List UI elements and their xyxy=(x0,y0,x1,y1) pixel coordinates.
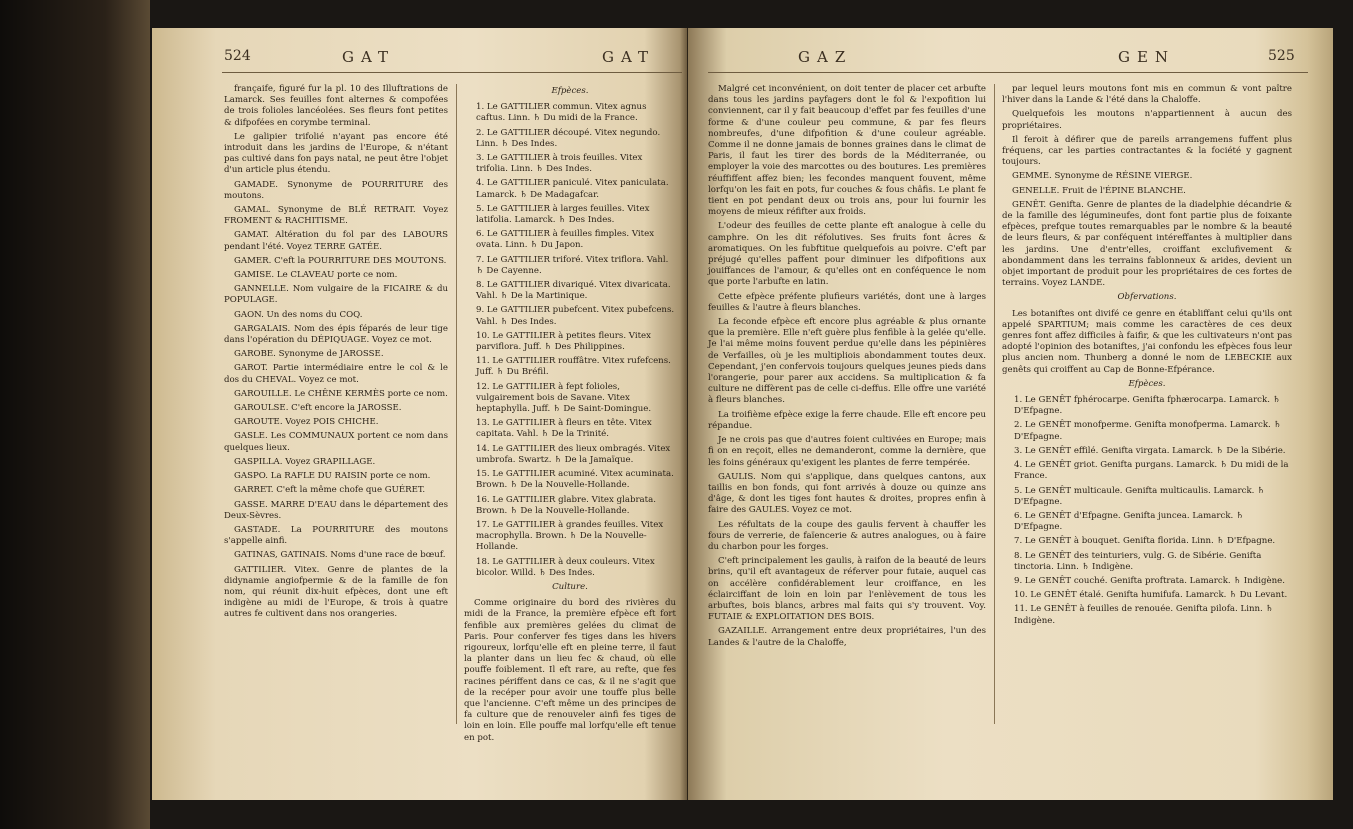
entry-paragraph: GARRET. C'eft la même chofe que GUÉRET. xyxy=(234,485,426,496)
observations-heading: Obfervations. xyxy=(1117,292,1177,303)
culture-heading: Culture. xyxy=(552,581,588,592)
entry-paragraph: GENÊT. Genifta. Genre de plantes de la diadelphie décandrie & de la famille des légumineufes, dont font partie plus de foixante efpèces, prefque toutes remarquables par le nombre & la beauté de leurs fleurs, & par conféquent intéreffantes à multiplier dans les jardins. Une d'entr'elles, croiffant exclufivement & abondamment dans les terrains fablonneux & arides, devient un objet important de produit pour les propriétaires de ces fortes de terrains. Voyez LANDE. xyxy=(1002,199,1292,289)
left-background xyxy=(0,0,150,829)
entry-paragraph: GAROULSE. C'eft encore la JAROSSE. xyxy=(234,403,402,414)
species-entry: 7. Le GENÊT à bouquet. Genifta florida. Linn. ♄ D'Efpagne. xyxy=(1014,536,1276,547)
entry-paragraph: Cette efpèce préfente plufieurs variétés, dont une à larges feuilles & l'autre à fleurs blanches. xyxy=(708,291,986,313)
running-head-right-a: GAZ xyxy=(798,48,853,66)
header-rule xyxy=(222,72,682,73)
observations-text: Les botaniftes ont divifé ce genre en établiffant celui qu'ils ont appelé SPARTIUM; mais comme les caractères de ces deux genres font affez difficiles à faifir, & que les cultivateurs n'ont pas adopté l'opinion des botaniftes, j'ai confondu les efpèces fous leur plus ancien nom. Thunberg a donné le nom de LEBECKIE aux genêts qui croiffent au Cap de Bonne-Efpérance. xyxy=(1002,308,1292,375)
entry-paragraph: GATINAS, GATINAIS. Noms d'une race de bœuf. xyxy=(234,550,446,561)
entry-paragraph: GANNELLE. Nom vulgaire de la FICAIRE & du POPULAGE. xyxy=(224,284,448,306)
entry-paragraph: par lequel leurs moutons font mis en commun & vont paître l'hiver dans la Lande & l'été dans la Chaloffe. xyxy=(1002,84,1292,106)
species-entry: 7. Le GATTILIER triforé. Vitex triflora. Vahl. ♄ De Cayenne. xyxy=(476,254,669,276)
entry-paragraph: Quelquefois les moutons n'appartiennent à aucun des propriétaires. xyxy=(1002,109,1292,131)
culture-text: Comme originaire du bord des rivières du midi de la France, la première efpèce eft fort fenfible aux premières gelées du climat de Paris. Pour conferver fes tiges dans les hivers rigoureux, lorfqu'elle eft en pleine terre, il faut la planter dans un lieu fec & chaud, où elle pouffe foiblement. Il eft rare, au refte, que fes racines périffent dans ce cas, & il ne s'agit que de la recéper pour avoir une touffe plus belle que l'ancienne. C'eft même un des principes de fa culture que de renouveler ainfi fes tiges de loin en loin. Elle pouffe mal lorfqu'elle eft tenue en pot. xyxy=(464,598,676,743)
species-entry: 5. Le GATTILIER à larges feuilles. Vitex latifolia. Lamarck. ♄ Des Indes. xyxy=(476,203,650,226)
species-entry: 18. Le GATTILIER à deux couleurs. Vitex bicolor. Willd. ♄ Des Indes. xyxy=(476,556,655,578)
entry-paragraph: Les réfultats de la coupe des gaulis fervent à chauffer les fours de verrerie, de faïencerie & autres analogues, ou à faire du charbon pour les forges. xyxy=(708,519,986,552)
entry-paragraph: françaife, figuré fur la pl. 10 des Illuftrations de Lamarck. Ses feuilles font alternes & compofées de trois folioles lancéolées. Ses fleurs font petites & difpofées en corymbe terminal. xyxy=(224,84,448,128)
species-entry: 11. Le GATTILIER rouffâtre. Vitex rufefcens. Juff. ♄ Du Bréfil. xyxy=(476,356,671,378)
entry-paragraph: GARGALAIS. Nom des épis féparés de leur tige dans l'opération du DÉPIQUAGE. Voyez ce mot. xyxy=(224,323,448,346)
right-column-1 xyxy=(708,84,986,652)
entry-paragraph: La troifième efpèce exige la ferre chaude. Elle eft encore peu répandue. xyxy=(708,409,986,431)
species-entry: 9. Le GATTILIER pubefcent. Vitex pubefcens. Vahl. ♄ Des Indes. xyxy=(476,305,675,327)
species-entry: 4. Le GENÊT griot. Genifta purgans. Lamarck. ♄ Du midi de la France. xyxy=(1014,460,1289,482)
entry-paragraph: GAON. Un des noms du COQ. xyxy=(234,309,363,320)
entry-paragraph: Je ne crois pas que d'autres foient cultivées en Europe; mais fi on en reçoit, elles ne demanderont, comme la dernière, que les foins généraux qu'exigent les plantes de ferre tempérée. xyxy=(708,435,986,468)
species-entry: 1. Le GENÊT fphérocarpe. Genifta fphærocarpa. Lamarck. ♄ D'Efpagne. xyxy=(1014,395,1281,417)
species-entry: 8. Le GENÊT des teinturiers, vulg. G. de Sibérie. Genifta tinctoria. Linn. ♄ Indigène. xyxy=(1014,550,1262,572)
left-column-2 xyxy=(464,84,676,747)
entry-paragraph: GASLE. Les COMMUNAUX portent ce nom dans quelques lieux. xyxy=(224,431,448,453)
species-entry: 14. Le GATTILIER des lieux ombragés. Vitex umbrofa. Swartz. ♄ De la Jamaïque. xyxy=(476,443,671,465)
entry-paragraph: GAMAT. Altération du fol par des LABOURS pendant l'été. Voyez TERRE GATÉE. xyxy=(224,230,448,252)
running-head-right-b: GEN xyxy=(1118,48,1176,66)
entry-paragraph: GASSE. MARRE D'EAU dans le département des Deux-Sèvres. xyxy=(224,499,448,521)
species-entry: 4. Le GATTILIER paniculé. Vitex paniculata. Lamarck. ♄ De Madagafcar. xyxy=(476,178,669,200)
column-divider-right xyxy=(994,84,995,724)
entry-paragraph: GAMISE. Le CLAVEAU porte ce nom. xyxy=(234,270,398,281)
right-column-2 xyxy=(1002,84,1292,630)
species-entry: 10. Le GATTILIER à petites fleurs. Vitex parviflora. Juff. ♄ Des Philippines. xyxy=(476,330,651,353)
entry-paragraph: Le galipier trifolié n'ayant pas encore été introduit dans les jardins de l'Europe, & n'étant pas cultivé dans fon pays natal, ne peut être l'objet d'un article plus étendu. xyxy=(224,131,448,176)
species-entry: 8. Le GATTILIER divariqué. Vitex divaricata. Vahl. ♄ De la Martinique. xyxy=(476,280,671,302)
entry-paragraph: Malgré cet inconvénient, on doit tenter de placer cet arbufte dans tous les jardins payfagers dont le fol & l'expofition lui conviennent, car il y fait beaucoup d'effet par fes feuilles d'une forme & d'une couleur peu commune, & par fes fleurs nombreufes, d'une difpofition & d'une couleur agréable. Comme il ne donne jamais de bonnes graines dans le climat de Paris, il faut les tirer des bords de la Méditerranée, ou employer la voie des marcottes ou des boutures. Les premières réuffiffent affez bien; les fecondes manquent fouvent, même lorfqu'on les fait en pots, fur couches & fous châfis. Le plant fe tient en pot pendant deux ou trois ans, pour lui fournir les moyens de mieux réfifter aux froids. xyxy=(708,84,986,218)
entry-paragraph: GAZAILLE. Arrangement entre deux propriétaires, l'un des Landes & l'autre de la Chaloffe, xyxy=(708,626,986,648)
species-entry: 5. Le GENÊT multicaule. Genifta multicaulis. Lamarck. ♄ D'Efpagne. xyxy=(1014,485,1265,507)
species-entry: 11. Le GENÊT à feuilles de renouée. Genifta pilofa. Linn. ♄ Indigène. xyxy=(1014,604,1274,626)
species-entry: 2. Le GATTILIER découpé. Vitex negundo. Linn. ♄ Des Indes. xyxy=(476,127,661,149)
entry-paragraph: Il feroit à défirer que de pareils arrangemens fuffent plus fréquens, car les parties contractantes & la fociété y gagnent toujours. xyxy=(1002,134,1292,168)
species-entry: 1. Le GATTILIER commun. Vitex agnus caftus. Linn. ♄ Du midi de la France. xyxy=(476,102,647,124)
left-column-1 xyxy=(224,84,448,624)
species-entry: 12. Le GATTILIER à fept folioles, vulgairement bois de Savane. Vitex heptaphylla. Juff. ♄ De Saint-Domingue. xyxy=(476,381,652,415)
entry-paragraph: GENELLE. Fruit de l'ÉPINE BLANCHE. xyxy=(1012,185,1186,196)
species-entry: 15. Le GATTILIER acuminé. Vitex acuminata. Brown. ♄ De la Nouvelle-Hollande. xyxy=(476,469,674,491)
species-entry: 13. Le GATTILIER à fleurs en tête. Vitex capitata. Vahl. ♄ De la Trinité. xyxy=(476,418,652,440)
entry-paragraph: GAROBE. Synonyme de JAROSSE. xyxy=(234,349,384,360)
left-page xyxy=(152,28,687,800)
species-entry: 6. Le GATTILIER à feuilles fimples. Vitex ovata. Linn. ♄ Du Japon. xyxy=(476,229,655,251)
entry-paragraph: GAROUTE. Voyez POIS CHICHE. xyxy=(234,417,379,428)
entry-paragraph: La feconde efpèce eft encore plus agréable & plus ornante que la première. Elle n'eft guère plus fenfible à la gelée qu'elle. Je l'ai même moins fouvent perdue qu'elle dans les pépinières de Verfailles, où je les multipliois abondamment toutes deux. Cependant, j'en confervois toujours quelques jeunes pieds dans l'orangerie, pour parer aux accidens. Sa multiplication & fa culture ne diffèrent pas de celle ci-deffus. Elle offre une variété à fleurs blanches. xyxy=(708,317,986,406)
running-head-left-b: GAT xyxy=(602,48,655,66)
species-heading: Efpèces. xyxy=(551,86,589,96)
species-entry: 16. Le GATTILIER glabre. Vitex glabrata. Brown. ♄ De la Nouvelle-Hollande. xyxy=(476,494,656,516)
species-entry: 9. Le GENÊT couché. Genifta proftrata. Lamarck. ♄ Indigène. xyxy=(1014,575,1285,586)
entry-paragraph: GAMADE. Synonyme de POURRITURE des moutons. xyxy=(224,179,448,201)
page-number-left: 524 xyxy=(224,48,251,64)
entry-paragraph: GAMER. C'eft la POURRITURE DES MOUTONS. xyxy=(234,255,447,266)
entry-paragraph: GEMME. Synonyme de RÉSINE VIERGE. xyxy=(1012,171,1193,182)
entry-paragraph: GAMAL. Synonyme de BLÉ RETRAIT. Voyez FROMENT & RACHITISME. xyxy=(224,205,448,227)
species-heading-right: Efpèces. xyxy=(1128,378,1166,389)
entry-paragraph: GASPO. La RAFLE DU RAISIN porte ce nom. xyxy=(234,471,431,482)
entry-paragraph: L'odeur des feuilles de cette plante eft analogue à celle du camphre. On les dit réfolutives. Ses fruits font âcres & aromatiques. On les fubftitue quelquefois au poivre. C'eft par préjugé qu'elles paffent pour diminuer les difpofitions aux jouiffances de l'amour, & qu'elles ont en conféquence le nom que porte l'arbufte en latin. xyxy=(708,221,986,288)
column-divider xyxy=(456,84,457,724)
entry-paragraph: GAULIS. Nom qui s'applique, dans quelques cantons, aux taillis en bon fonds, qui font arrivés à douze ou quinze ans d'âge, & dont les tiges font hautes & droites, propres enfin à faire des GAULES. Voyez ce mot. xyxy=(708,471,986,516)
species-entry: 3. Le GATTILIER à trois feuilles. Vitex trifolia. Linn. ♄ Des Indes. xyxy=(476,153,643,175)
entry-paragraph: GASPILLA. Voyez GRAPILLAGE. xyxy=(234,456,376,467)
entry-paragraph: GASTADE. La POURRITURE des moutons s'appelle ainfi. xyxy=(224,524,448,547)
header-rule-right xyxy=(708,72,1308,73)
species-entry: 10. Le GENÊT étalé. Genifta humifufa. Lamarck. ♄ Du Levant. xyxy=(1014,590,1288,601)
entry-paragraph: C'eft principalement les gaulis, à raifon de la beauté de leurs brins, qu'il eft avantageux de réferver pour futaie, auquel cas on accélère confidérablement leur croiffance, en les éclairciffant de loin en loin par l'enlèvement de tous les arbuftes, bois blancs, arbres mal faits qui s'y trouvent. Voy. FUTAIE & EXPLOITATION DES BOIS. xyxy=(708,556,986,623)
entry-paragraph: GAROT. Partie intermédiaire entre le col & le dos du CHEVAL. Voyez ce mot. xyxy=(224,363,448,385)
running-head-left-a: GAT xyxy=(342,48,395,66)
entry-paragraph: GAROUILLE. Le CHÊNE KERMÈS porte ce nom. xyxy=(234,388,448,399)
page-number-right: 525 xyxy=(1268,48,1295,64)
species-entry: 6. Le GENÊT d'Efpagne. Genifta juncea. Lamarck. ♄ D'Efpagne. xyxy=(1014,510,1244,533)
entry-paragraph: GATTILIER. Vitex. Genre de plantes de la didynamie angiofpermie & de la famille de fon nom, qui réunit dix-huit efpèces, dont une eft indigène au midi de l'Europe, & trois à quatre autres fe cultivent dans nos orangeries. xyxy=(224,564,448,620)
species-entry: 3. Le GENÊT effilé. Genifta virgata. Lamarck. ♄ De la Sibérie. xyxy=(1014,445,1286,456)
species-entry: 2. Le GENÊT monofperme. Genifta monofperma. Lamarck. ♄ D'Efpagne. xyxy=(1014,420,1282,442)
species-entry: 17. Le GATTILIER à grandes feuilles. Vitex macrophylla. Brown. ♄ De la Nouvelle-Hollande. xyxy=(476,519,664,553)
right-page xyxy=(688,28,1333,800)
